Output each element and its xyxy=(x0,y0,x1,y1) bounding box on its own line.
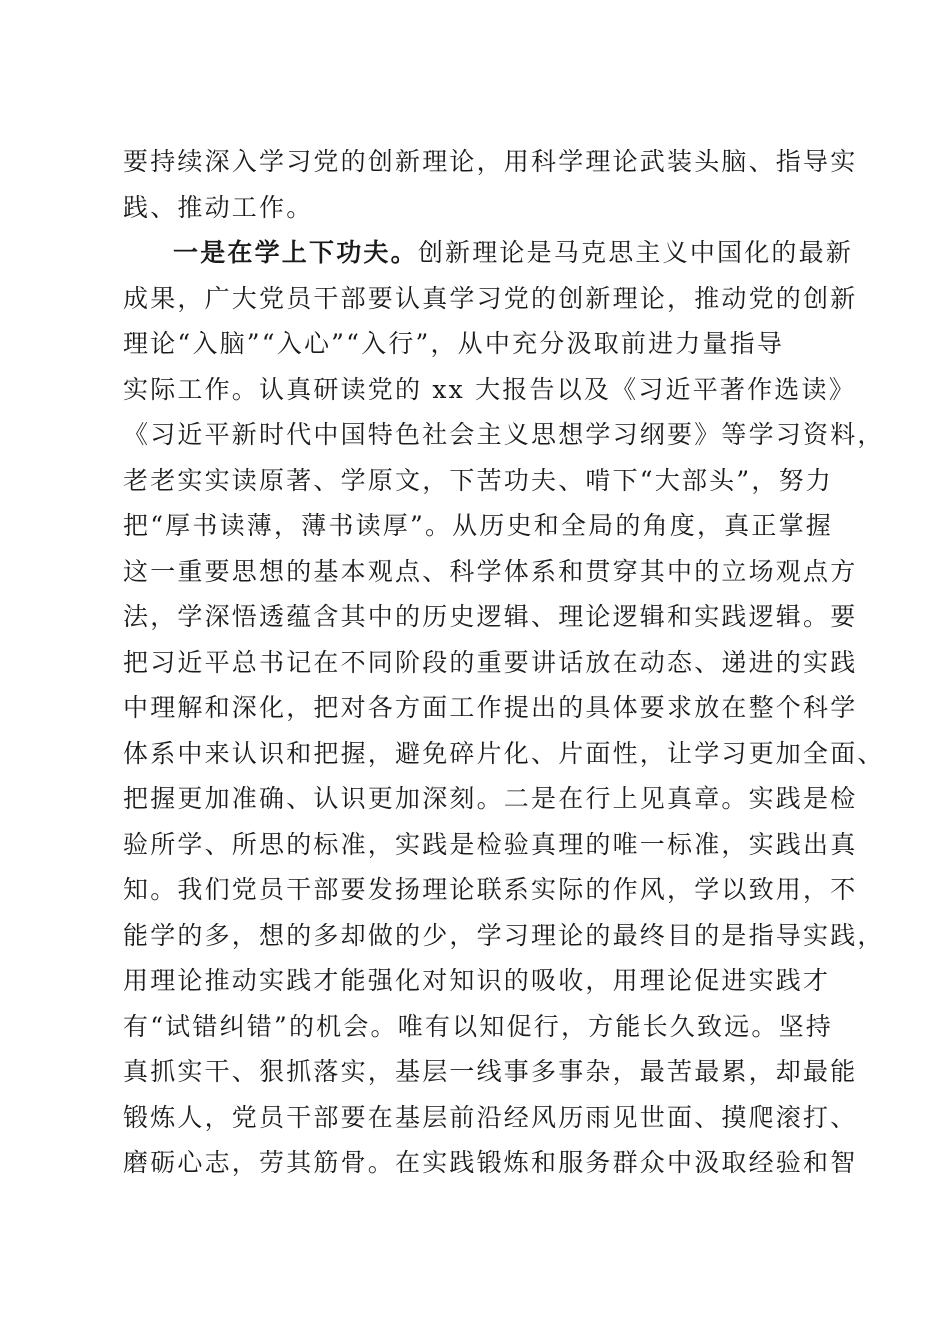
text-line: 践、推动工作。 xyxy=(123,193,314,222)
text-line: 成果，广大党员干部要认真学习党的创新理论，推动党的创新 xyxy=(123,284,858,313)
text-line: 锻炼人，党员干部要在基层前沿经风历雨见世面、摸爬滚打、 xyxy=(123,1103,858,1132)
section-heading-one: 一是在学上下功夫。 xyxy=(173,238,418,267)
text-line: 这一重要思想的基本观点、科学体系和贯穿其中的立场观点方 xyxy=(123,557,858,586)
text-line: 中理解和深化，把对各方面工作提出的具体要求放在整个科学 xyxy=(123,693,858,722)
text-line: 理论“入脑”“入心”“入行”，从中充分汲取前进力量指导 xyxy=(123,329,785,358)
text-line: 知。我们党员干部要发扬理论联系实际的作风，学以致用，不 xyxy=(123,875,858,904)
text-line: 《习近平新时代中国特色社会主义思想学习纲要》等学习资料， xyxy=(123,420,885,449)
text-run: 创新理论是马克思主义中国化的最新 xyxy=(417,238,854,267)
text-line: 磨砺心志，劳其筋骨。在实践锻炼和服务群众中汲取经验和智 xyxy=(123,1148,858,1177)
text-line: 法，学深悟透蕴含其中的历史逻辑、理论逻辑和实践逻辑。要 xyxy=(123,602,858,631)
text-line: 验所学、所思的标准，实践是检验真理的唯一标准，实践出真 xyxy=(123,830,858,859)
text-line: 有“试错纠错”的机会。唯有以知促行，方能长久致远。坚持 xyxy=(123,1012,833,1041)
text-line: 用理论推动实践才能强化对知识的吸收，用理论促进实践才 xyxy=(123,966,831,995)
text-line: 把“厚书读薄，薄书读厚”。从历史和全局的角度，真正掌握 xyxy=(123,511,833,540)
text-line: 把握更加准确、认识更加深刻。二是在行上见真章。实践是检 xyxy=(123,784,858,813)
text-line: 实际工作。认真研读党的 xx 大报告以及《习近平著作选读》 xyxy=(123,375,856,404)
paragraph-line xyxy=(173,236,853,270)
text-line: 要持续深入学习党的创新理论，用科学理论武装头脑、指导实 xyxy=(123,147,858,176)
text-line: 能学的多，想的多却做的少，学习理论的最终目的是指导实践， xyxy=(123,921,885,950)
text-line: 真抓实干、狠抓落实，基层一线事多事杂，最苦最累，却最能 xyxy=(123,1057,858,1086)
text-line: 把习近平总书记在不同阶段的重要讲话放在动态、递进的实践 xyxy=(123,648,858,677)
text-line: 体系中来认识和把握，避免碎片化、片面性，让学习更加全面、 xyxy=(123,739,885,768)
text-line: 老老实实读原著、学原文，下苦功夫、啃下“大部头”，努力 xyxy=(123,466,833,495)
